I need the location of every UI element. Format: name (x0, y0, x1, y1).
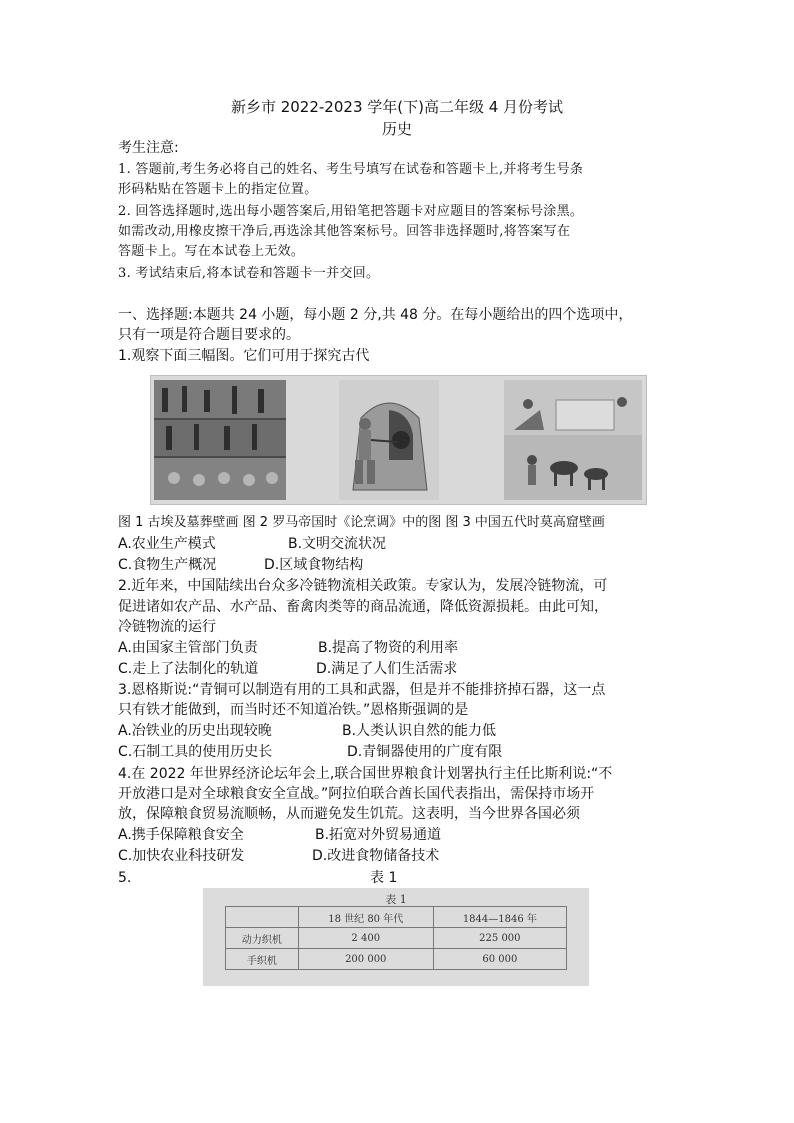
question-3-option-a: A.冶铁业的历史出现较晚 (118, 723, 272, 739)
table-cell: 手织机 (226, 949, 299, 970)
question-2-stem: 2.近年来，中国陆续出台众多冷链物流相关政策。专家认为，发展冷链物流，可 (118, 578, 608, 594)
question-1-option-a: A.农业生产模式 (118, 536, 216, 552)
figure-3-mogao-mural (504, 380, 642, 500)
loom-table (225, 906, 567, 970)
question-1-caption: 图 1 古埃及墓葬壁画 图 2 罗马帝国时《论烹调》中的图 图 3 中国五代时莫高窟壁画 (118, 515, 605, 530)
question-2-stem: 促进诸如农产品、水产品、畜禽肉类等的商品流通，降低资源损耗。由此可知， (118, 599, 608, 615)
exam-title: 新乡市 2022-2023 学年(下)高二年级 4 月份考试 (230, 98, 564, 116)
table-row (226, 928, 567, 949)
table-title: 表 1 (385, 893, 407, 906)
question-2-stem: 冷链物流的运行 (118, 619, 216, 635)
question-4-option-c: C.加快农业科技研发 (118, 848, 245, 864)
question-1-images (150, 375, 647, 505)
table-cell: 2 400 (298, 928, 433, 949)
section-heading: 只有一项是符合题目要求的。 (118, 327, 300, 343)
question-3-stem: 只有铁才能做到，而当时还不知道冶铁。”恩格斯强调的是 (118, 702, 469, 718)
table-cell: 动力织机 (226, 928, 299, 949)
notice-line: 如需改动,用橡皮擦干净后,再选涂其他答案标号。回答非选择题时,将答案写在 (118, 224, 571, 239)
question-4-option-b: B.拓宽对外贸易通道 (315, 827, 442, 843)
table-header-cell (226, 907, 299, 928)
question-1-option-c: C.食物生产概况 (118, 557, 217, 573)
question-4-stem: 放，保障粮食贸易流顺畅，从而避免发生饥荒。这表明，当今世界各国必须 (118, 806, 580, 822)
question-5-table-label: 表 1 (370, 870, 398, 886)
question-2-option-b: B.提高了物资的利用率 (318, 640, 459, 656)
exam-subject: 历史 (381, 120, 412, 138)
question-3-stem: 3.恩格斯说:“青铜可以制造有用的工具和武器，但是并不能排挤掉石器，这一点 (118, 682, 606, 698)
table-row (226, 949, 567, 970)
question-3-option-c: C.石制工具的使用历史长 (118, 744, 273, 760)
table-header-cell: 18 世纪 80 年代 (298, 907, 433, 928)
question-2-option-d: D.满足了人们生活需求 (316, 661, 458, 677)
question-3-option-b: B.人类认识自然的能力低 (342, 723, 497, 739)
notice-line: 1. 答题前,考生务必将自己的姓名、考生号填写在试卷和答题卡上,并将考生号条 (118, 162, 584, 177)
question-1-option-b: B.文明交流状况 (288, 536, 387, 552)
question-2-option-c: C.走上了法制化的轨道 (118, 661, 259, 677)
section-heading: 一、选择题:本题共 24 小题，每小题 2 分,共 48 分。在每小题给出的四个选项中， (118, 307, 633, 323)
question-1-stem: 1.观察下面三幅图。它们可用于探究古代 (118, 348, 370, 364)
table-cell: 200 000 (298, 949, 433, 970)
question-4-stem: 开放港口是对全球粮食安全宣战。”阿拉伯联合酋长国代表指出，需保持市场开 (118, 786, 595, 802)
notice-line: 形码粘贴在答题卡上的指定位置。 (118, 182, 318, 197)
question-5-table-image (203, 888, 589, 986)
notice-line: 3. 考试结束后,将本试卷和答题卡一并交回。 (118, 266, 380, 281)
question-4-option-d: D.改进食物储备技术 (312, 848, 440, 864)
question-5-number: 5. (118, 870, 132, 886)
question-2-option-a: A.由国家主管部门负责 (118, 640, 258, 656)
question-3-option-d: D.青铜器使用的广度有限 (347, 744, 503, 760)
question-4-stem: 4.在 2022 年世界经济论坛年会上,联合国世界粮食计划署执行主任比斯利说:“不 (118, 766, 613, 782)
notice-line: 答题卡上。写在本试卷上无效。 (118, 244, 305, 259)
table-cell: 60 000 (433, 949, 566, 970)
figure-1-egyptian-mural (154, 380, 286, 500)
table-cell: 225 000 (433, 928, 566, 949)
notice-heading: 考生注意: (118, 140, 179, 156)
table-header-cell: 1844—1846 年 (433, 907, 566, 928)
table-header-row (226, 907, 567, 928)
figure-2-roman-cooking (339, 380, 439, 500)
question-1-option-d: D.区域食物结构 (264, 557, 364, 573)
question-4-option-a: A.携手保障粮食安全 (118, 827, 244, 843)
notice-line: 2. 回答选择题时,选出每小题答案后,用铅笔把答题卡对应题目的答案标号涂黑。 (118, 204, 584, 219)
